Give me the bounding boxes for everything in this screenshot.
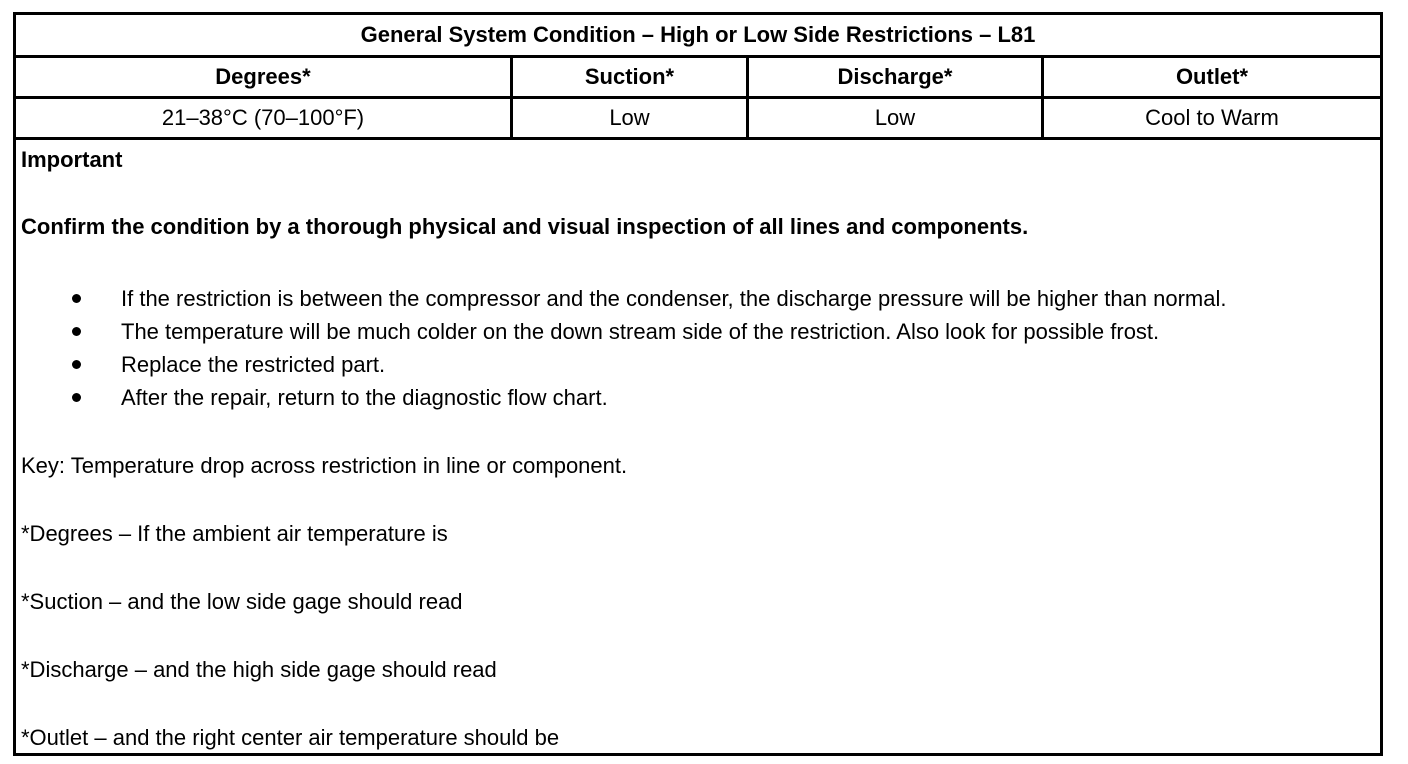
- value-discharge: Low: [749, 99, 1044, 137]
- confirm-instruction: Confirm the condition by a thorough physical and visual inspection of all lines and components.: [21, 214, 1029, 239]
- table-header-row: [16, 58, 1380, 99]
- list-item: [21, 381, 1380, 414]
- key-note: Key: Temperature drop across restriction in line or component.: [21, 453, 628, 478]
- value-suction: Low: [513, 99, 749, 137]
- important-label: Important: [21, 147, 123, 172]
- value-degrees: 21–38°C (70–100°F): [16, 99, 513, 137]
- notes-section: [21, 140, 1380, 754]
- condition-table: [13, 12, 1383, 756]
- definition-degrees: *Degrees – If the ambient air temperature is: [21, 521, 448, 546]
- table-title: [16, 15, 1380, 58]
- list-item-text: The temperature will be much colder on the down stream side of the restriction. Also look for possible frost.: [121, 319, 1160, 344]
- value-outlet: Cool to Warm: [1145, 105, 1279, 130]
- definition-discharge: *Discharge – and the high side gage should read: [21, 657, 497, 682]
- definition-outlet: *Outlet – and the right center air temperature should be: [21, 725, 560, 750]
- bullet-icon: [72, 327, 81, 336]
- bullet-icon: [72, 360, 81, 369]
- bullet-icon: [72, 393, 81, 402]
- definition-suction: *Suction – and the low side gage should read: [21, 589, 463, 614]
- list-item: [21, 348, 1380, 381]
- table-title-text: General System Condition – High or Low Side Restrictions – L81: [360, 22, 1036, 47]
- bullet-list: [21, 282, 1380, 414]
- header-degrees: Degrees*: [16, 58, 513, 96]
- header-suction: Suction*: [513, 58, 749, 96]
- list-item: [21, 282, 1380, 315]
- header-outlet: Outlet*: [1175, 64, 1249, 89]
- list-item-text: Replace the restricted part.: [121, 352, 386, 377]
- bullet-icon: [72, 294, 81, 303]
- list-item: [21, 315, 1380, 348]
- table-row: [16, 99, 1380, 140]
- list-item-text: After the repair, return to the diagnostic flow chart.: [121, 385, 608, 410]
- header-discharge: Discharge*: [749, 58, 1044, 96]
- list-item-text: If the restriction is between the compressor and the condenser, the discharge pressure will be higher than normal.: [121, 286, 1227, 311]
